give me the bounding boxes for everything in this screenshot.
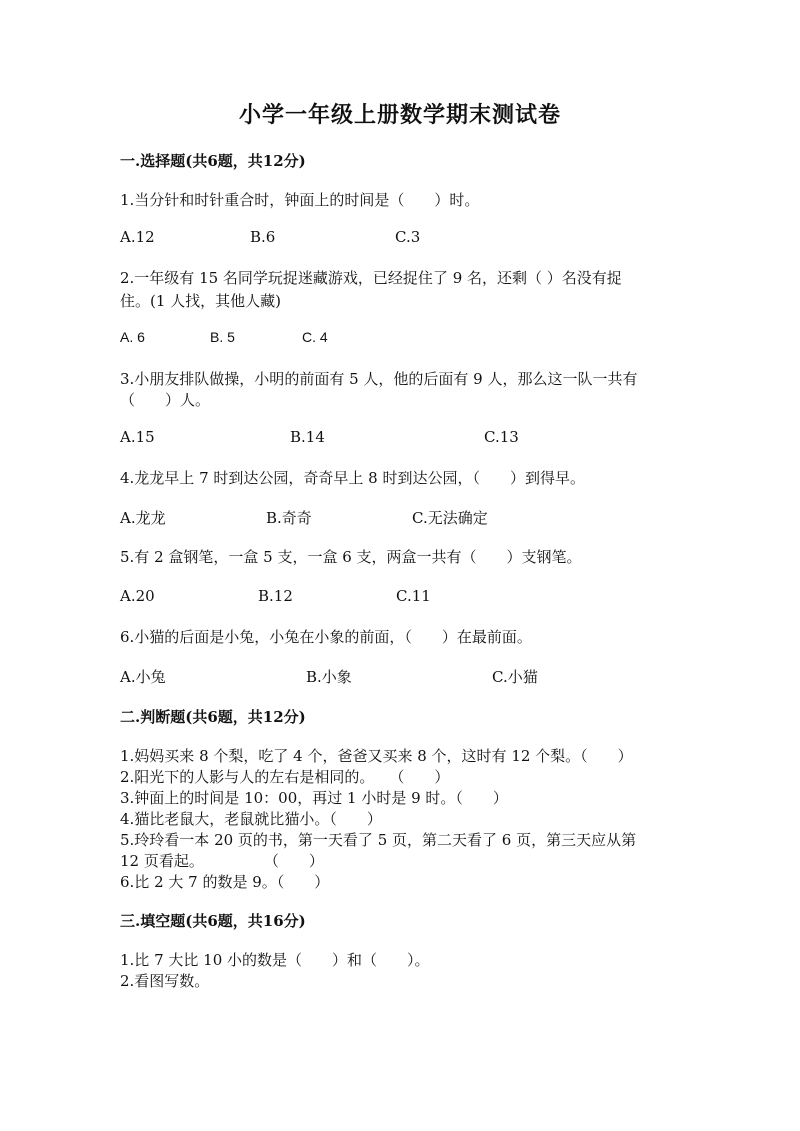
option-c: C. 4 — [302, 329, 328, 345]
page-title: 小学一年级上册数学期末测试卷 — [238, 102, 561, 128]
option-a: A. 6 — [120, 329, 145, 345]
question-text: 2.一年级有 15 名同学玩捉迷藏游戏，已经捉住了 9 名，还剩（ ）名没有捉 — [120, 269, 622, 287]
option-b: B.奇奇 — [266, 509, 312, 527]
fill-item: 2.看图写数。 — [120, 972, 210, 990]
judge-item: 5.玲玲看一本 20 页的书，第一天看了 5 页，第二天看了 6 页，第三天应从第 — [120, 831, 637, 849]
option-b: B. 5 — [210, 329, 235, 345]
section-heading-judge: 二.判断题(共6题，共12分) — [120, 708, 306, 726]
question-text: 1.当分针和时针重合时，钟面上的时间是（ ）时。 — [120, 191, 480, 209]
section-heading-choice: 一.选择题(共6题，共12分) — [120, 152, 306, 170]
option-c: C.11 — [396, 587, 431, 605]
option-a: A.20 — [120, 587, 155, 605]
question-text: 4.龙龙早上 7 时到达公园，奇奇早上 8 时到达公园，（ ）到得早。 — [120, 469, 585, 487]
question-text: 6.小猫的后面是小兔，小兔在小象的前面，（ ）在最前面。 — [120, 628, 532, 646]
option-a: A.15 — [120, 428, 155, 446]
option-b: B.12 — [258, 587, 293, 605]
judge-item: 6.比 2 大 7 的数是 9。（ ） — [120, 873, 330, 891]
judge-item: 4.猫比老鼠大，老鼠就比猫小。（ ） — [120, 810, 382, 828]
option-c: C.3 — [395, 228, 421, 246]
judge-item: 3.钟面上的时间是 10：00，再过 1 小时是 9 时。（ ） — [120, 789, 508, 807]
question-text-continued: 住。(1 人找，其他人藏) — [120, 292, 282, 310]
option-c: C.无法确定 — [412, 509, 488, 527]
option-b: B.14 — [290, 428, 325, 446]
fill-item: 1.比 7 大比 10 小的数是（ ）和（ ）。 — [120, 951, 430, 969]
option-b: B.小象 — [306, 668, 352, 686]
judge-item: 2.阳光下的人影与人的左右是相同的。 （ ） — [120, 768, 450, 786]
section-heading-fill: 三.填空题(共6题，共16分) — [120, 912, 306, 930]
judge-item-continued: 12 页看起。 （ ） — [120, 852, 324, 870]
question-text-continued: （ ）人。 — [120, 391, 211, 409]
option-b: B.6 — [250, 228, 276, 246]
question-text: 3.小朋友排队做操，小明的前面有 5 人，他的后面有 9 人，那么这一队一共有 — [120, 370, 638, 388]
option-a: A.小兔 — [120, 668, 166, 686]
question-text: 5.有 2 盒钢笔，一盒 5 支，一盒 6 支，两盒一共有（ ）支钢笔。 — [120, 548, 582, 566]
option-c: C.小猫 — [492, 668, 538, 686]
option-a: A.12 — [120, 228, 155, 246]
judge-item: 1.妈妈买来 8 个梨，吃了 4 个，爸爸又买来 8 个，这时有 12 个梨。（ ） — [120, 747, 633, 765]
option-c: C.13 — [484, 428, 519, 446]
option-a: A.龙龙 — [120, 509, 166, 527]
